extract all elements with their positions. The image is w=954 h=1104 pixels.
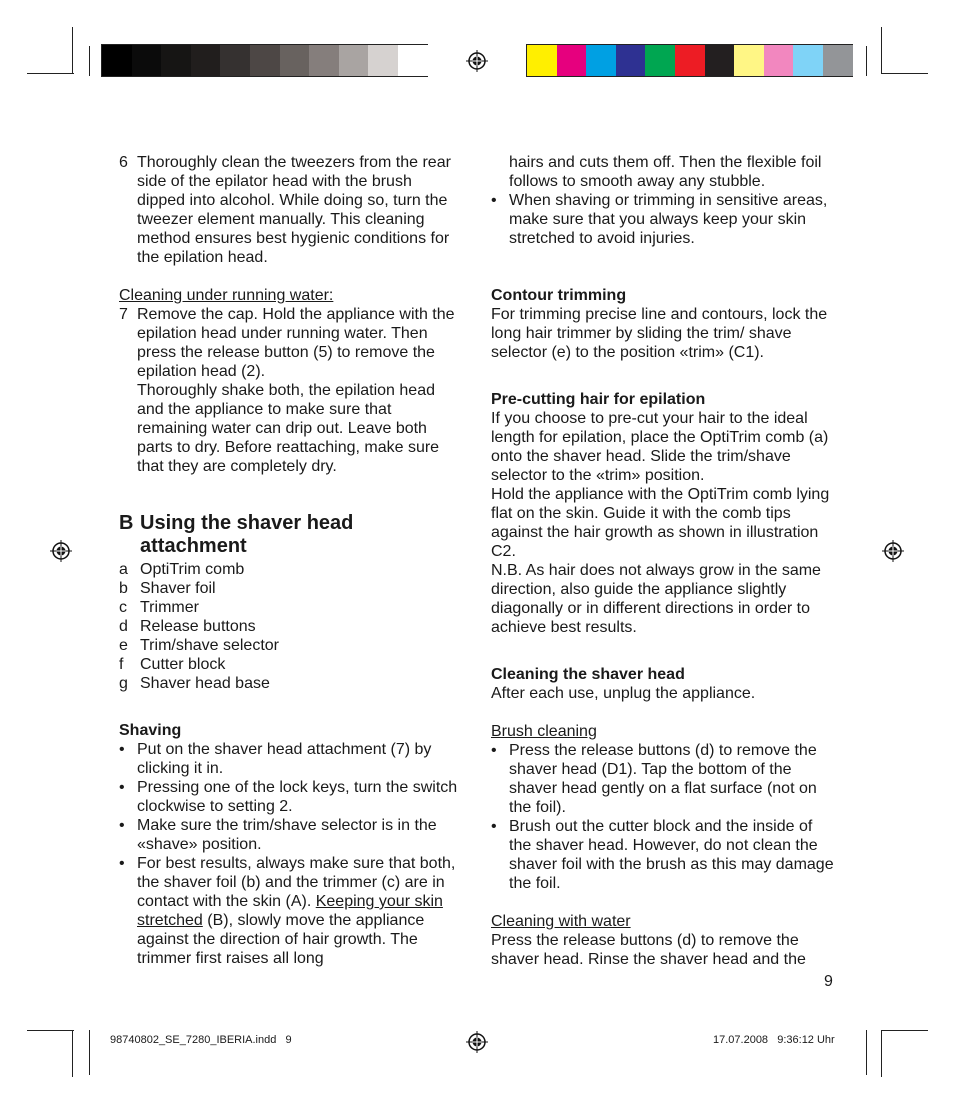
color-swatch	[398, 45, 428, 76]
crop-mark	[866, 46, 867, 76]
item-label: Cutter block	[140, 656, 226, 673]
section-title: Using the shaver head attachment	[140, 512, 354, 557]
list-item	[119, 617, 461, 636]
item-label: Trim/shave selector	[140, 637, 279, 654]
color-swatch	[339, 45, 369, 76]
step-text	[137, 305, 461, 476]
bullet-text	[137, 854, 461, 968]
item-label: Shaver head base	[140, 675, 270, 692]
color-swatch	[220, 45, 250, 76]
color-swatch	[280, 45, 310, 76]
list-item	[119, 674, 461, 693]
underlined-text: Keeping your skin stretched	[137, 893, 443, 929]
item-key: f	[119, 656, 124, 673]
bullet-icon: •	[119, 779, 125, 796]
bullet-icon: •	[119, 855, 125, 872]
color-swatch	[705, 45, 735, 76]
section-letter: B	[119, 512, 134, 534]
color-swatch	[586, 45, 616, 76]
water-text: Press the release buttons (d) to remove the shaver head. Rinse the shaver head and the	[491, 932, 806, 968]
step-number: 6	[119, 154, 128, 171]
crop-mark	[866, 1030, 867, 1075]
cleaning-text: After each use, unplug the appliance.	[491, 685, 756, 702]
crop-mark	[881, 1030, 928, 1031]
color-swatch	[191, 45, 221, 76]
step-number: 7	[119, 306, 128, 323]
crop-mark	[881, 1030, 882, 1077]
crop-mark	[72, 27, 73, 74]
contour-heading: Contour trimming	[491, 287, 627, 304]
bullet-icon: •	[491, 192, 497, 209]
shaving-heading: Shaving	[119, 722, 182, 739]
bullet-text: Pressing one of the lock keys, turn the switch clockwise to setting 2.	[137, 779, 458, 815]
list-item	[119, 598, 461, 617]
item-key: b	[119, 580, 128, 597]
registration-mark-icon	[466, 50, 488, 72]
color-swatch	[161, 45, 191, 76]
step-text-part: Thoroughly shake both, the epilation head and the appliance to make sure that remaining water can drip out. Leave both parts to dry. Before reattaching, make sure that they are completely dry.	[137, 382, 440, 475]
bullet-text: Press the release buttons (d) to remove the shaver head (D1). Tap the bottom of the shaver head gently on a flat surface (not on the foil).	[509, 742, 817, 816]
bullet-icon: •	[491, 818, 497, 835]
item-label: Release buttons	[140, 618, 256, 635]
precut-text: If you choose to pre-cut your hair to the ideal length for epilation, place the OptiTrim comb (a) onto the shaver head. Slide the trim/shave selector to the «trim» position.	[491, 410, 829, 484]
step-text-part: Remove the cap. Hold the appliance with the epilation head under running water. Then press the release button (5) to remove the epilation head (2).	[137, 306, 455, 380]
bullet-icon: •	[119, 741, 125, 758]
right-column	[491, 153, 835, 969]
item-label: OptiTrim comb	[140, 561, 245, 578]
bullet-item	[119, 778, 461, 816]
crop-mark	[89, 46, 90, 76]
crop-mark	[89, 1030, 90, 1075]
color-swatch	[675, 45, 705, 76]
list-item	[119, 560, 461, 579]
color-swatch	[309, 45, 339, 76]
color-swatch	[132, 45, 162, 76]
bullet-text: Brush out the cutter block and the inside of the shaver head. However, do not clean the shaver foil with the brush as this may damage the foil.	[509, 818, 834, 892]
bullet-item	[119, 816, 461, 854]
list-item	[119, 579, 461, 598]
parts-list	[119, 560, 461, 693]
section-heading	[119, 512, 461, 558]
footer-timestamp: 17.07.2008 9:36:12 Uhr	[713, 1034, 835, 1046]
list-item	[119, 636, 461, 655]
item-label: Shaver foil	[140, 580, 216, 597]
contour-text: For trimming precise line and contours, lock the long hair trimmer by sliding the trim/ shave selector (e) to the position «trim» (C1).	[491, 306, 828, 361]
item-key: d	[119, 618, 128, 635]
precut-heading: Pre-cutting hair for epilation	[491, 391, 706, 408]
bullet-text-part: For best results, always make sure that both, the shaver foil (b) and the trimmer (c) are in contact with the skin (A).	[137, 855, 456, 910]
list-item	[119, 655, 461, 674]
color-swatch	[557, 45, 587, 76]
bullet-item	[491, 741, 835, 817]
color-swatch	[823, 45, 853, 76]
bullet-icon: •	[119, 817, 125, 834]
footer-filename: 98740802_SE_7280_IBERIA.indd 9	[110, 1034, 292, 1046]
brush-heading: Brush cleaning	[491, 723, 597, 740]
color-swatch	[250, 45, 280, 76]
color-swatch	[368, 45, 398, 76]
crop-mark	[27, 1030, 74, 1031]
registration-mark-icon	[466, 1031, 488, 1053]
step-text: Thoroughly clean the tweezers from the rear side of the epilator head with the brush dipped into alcohol. While doing so, turn the tweezer element manually. This cleaning method ensures best hygienic conditions for the epilation head.	[137, 154, 451, 266]
cleaning-heading: Cleaning the shaver head	[491, 666, 685, 683]
continuation-text	[491, 153, 835, 191]
water-heading: Cleaning with water	[491, 913, 631, 930]
precut-text: N.B. As hair does not always grow in the same direction, also guide the appliance slightly diagonally or in different directions in order to achieve best results.	[491, 562, 821, 636]
color-swatch	[527, 45, 557, 76]
step-7	[119, 305, 461, 476]
item-key: e	[119, 637, 128, 654]
registration-mark-icon	[882, 540, 904, 562]
paragraph: hairs and cuts them off. Then the flexible foil follows to smooth away any stubble.	[509, 154, 822, 190]
precut-text: Hold the appliance with the OptiTrim comb lying flat on the skin. Guide it with the comb tips against the hair growth as shown in illustration C2.	[491, 486, 830, 560]
crop-mark	[881, 27, 882, 74]
color-swatch	[616, 45, 646, 76]
bullet-item	[119, 740, 461, 778]
bullet-text: When shaving or trimming in sensitive areas, make sure that you always keep your skin stretched to avoid injuries.	[509, 192, 828, 247]
item-key: c	[119, 599, 127, 616]
item-key: a	[119, 561, 128, 578]
left-column	[119, 153, 461, 968]
bullet-text-part: (B), slowly move the appliance against the direction of hair growth. The trimmer first raises all long	[137, 912, 425, 967]
bullet-item	[491, 191, 835, 248]
color-swatch	[764, 45, 794, 76]
item-label: Trimmer	[140, 599, 199, 616]
step-6	[119, 153, 461, 267]
color-swatch	[102, 45, 132, 76]
running-water-heading: Cleaning under running water:	[119, 287, 334, 304]
registration-mark-icon	[50, 540, 72, 562]
page-number: 9	[824, 973, 833, 990]
bullet-item	[119, 854, 461, 968]
crop-mark	[881, 73, 928, 74]
color-swatch	[734, 45, 764, 76]
bullet-text: Make sure the trim/shave selector is in the «shave» position.	[137, 817, 437, 853]
crop-mark	[27, 73, 74, 74]
item-key: g	[119, 675, 128, 692]
bullet-icon: •	[491, 742, 497, 759]
color-swatch	[645, 45, 675, 76]
color-swatch	[793, 45, 823, 76]
bullet-text: Put on the shaver head attachment (7) by clicking it in.	[137, 741, 432, 777]
crop-mark	[72, 1030, 73, 1077]
bullet-item	[491, 817, 835, 893]
